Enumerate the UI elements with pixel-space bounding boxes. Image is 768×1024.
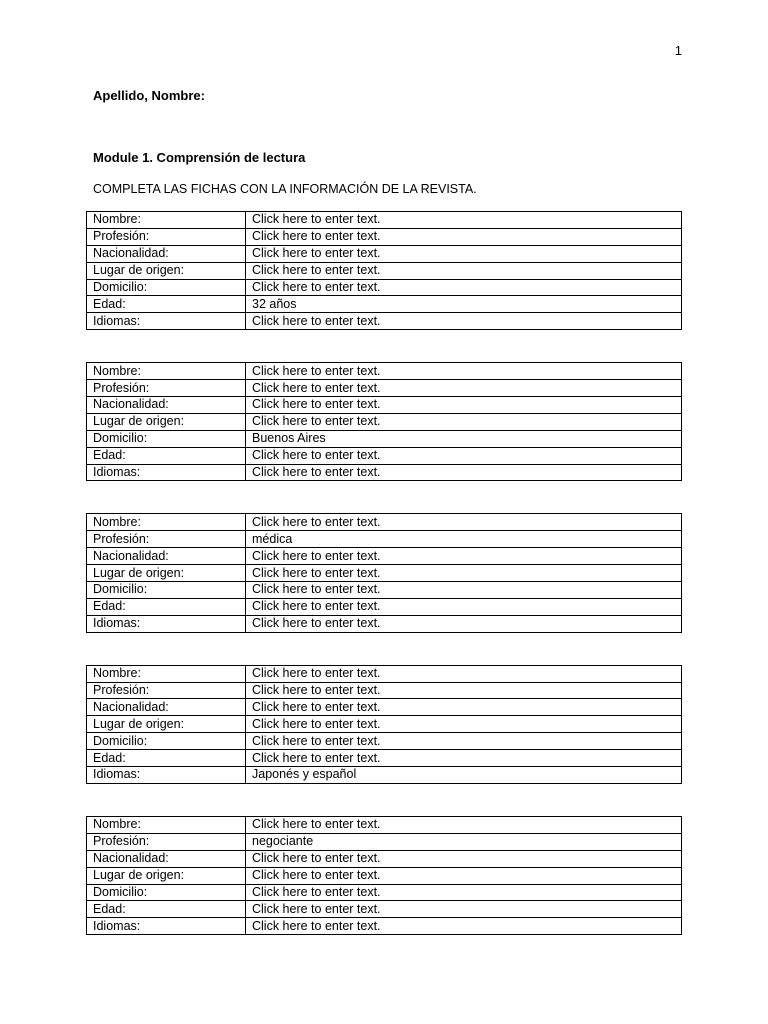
student-name-label: Apellido, Nombre: [93,88,205,103]
table-row [87,850,682,867]
table-row [87,514,682,531]
table-row [87,245,682,262]
field-label: Lugar de origen: [87,262,246,279]
field-label: Idiomas: [87,464,246,481]
field-value-input[interactable]: Click here to enter text. [246,413,682,430]
field-value-input[interactable]: Click here to enter text. [246,565,682,582]
field-label: Edad: [87,750,246,767]
table-row [87,901,682,918]
field-label: Domicilio: [87,733,246,750]
field-label: Domicilio: [87,279,246,296]
ficha-table [86,211,682,330]
field-value-input[interactable]: Click here to enter text. [246,262,682,279]
field-value-input[interactable]: Click here to enter text. [246,733,682,750]
field-value-input[interactable]: Click here to enter text. [246,850,682,867]
table-row [87,682,682,699]
table-row [87,397,682,414]
field-label: Idiomas: [87,767,246,784]
table-row [87,548,682,565]
field-label: Nombre: [87,665,246,682]
ficha-table [86,816,682,935]
table-row [87,212,682,229]
field-label: Nacionalidad: [87,245,246,262]
field-label: Nombre: [87,212,246,229]
field-value-input[interactable]: Buenos Aires [246,430,682,447]
table-row [87,279,682,296]
field-label: Nombre: [87,816,246,833]
field-label: Profesión: [87,380,246,397]
table-row [87,884,682,901]
field-label: Profesión: [87,833,246,850]
field-label: Domicilio: [87,430,246,447]
table-row [87,430,682,447]
table-row [87,716,682,733]
field-label: Edad: [87,447,246,464]
field-value-input[interactable]: Click here to enter text. [246,279,682,296]
field-value-input[interactable]: Click here to enter text. [246,313,682,330]
table-row [87,867,682,884]
table-row [87,615,682,632]
table-row [87,413,682,430]
field-label: Edad: [87,296,246,313]
table-row [87,750,682,767]
field-value-input[interactable]: Click here to enter text. [246,245,682,262]
field-value-input[interactable]: Click here to enter text. [246,228,682,245]
field-label: Profesión: [87,531,246,548]
table-row [87,363,682,380]
table-row [87,531,682,548]
field-value-input[interactable]: Click here to enter text. [246,598,682,615]
ficha-table [86,513,682,632]
field-value-input[interactable]: Click here to enter text. [246,397,682,414]
field-label: Profesión: [87,682,246,699]
field-value-input[interactable]: Click here to enter text. [246,699,682,716]
field-value-input[interactable]: médica [246,531,682,548]
ficha-table [86,362,682,481]
field-value-input[interactable]: Click here to enter text. [246,363,682,380]
field-value-input[interactable]: Click here to enter text. [246,447,682,464]
field-label: Lugar de origen: [87,565,246,582]
field-value-input[interactable]: 32 años [246,296,682,313]
table-row [87,296,682,313]
field-value-input[interactable]: Click here to enter text. [246,816,682,833]
module-title: Module 1. Comprensión de lectura [93,150,306,165]
table-row [87,447,682,464]
field-label: Edad: [87,598,246,615]
table-row [87,918,682,935]
field-label: Edad: [87,901,246,918]
field-label: Nacionalidad: [87,397,246,414]
table-row [87,228,682,245]
field-value-input[interactable]: Japonés y español [246,767,682,784]
field-value-input[interactable]: Click here to enter text. [246,548,682,565]
table-row [87,565,682,582]
field-label: Lugar de origen: [87,867,246,884]
field-value-input[interactable]: Click here to enter text. [246,901,682,918]
fichas-container [86,211,682,935]
field-label: Nombre: [87,363,246,380]
table-row [87,582,682,599]
field-value-input[interactable]: negociante [246,833,682,850]
instruction-text: COMPLETA LAS FICHAS CON LA INFORMACIÓN DE LA REVISTA. [93,182,477,196]
field-value-input[interactable]: Click here to enter text. [246,615,682,632]
field-value-input[interactable]: Click here to enter text. [246,464,682,481]
field-value-input[interactable]: Click here to enter text. [246,884,682,901]
field-value-input[interactable]: Click here to enter text. [246,867,682,884]
field-value-input[interactable]: Click here to enter text. [246,380,682,397]
field-label: Profesión: [87,228,246,245]
ficha-table [86,665,682,784]
table-row [87,833,682,850]
table-row [87,464,682,481]
table-row [87,733,682,750]
field-label: Nacionalidad: [87,850,246,867]
table-row [87,699,682,716]
field-value-input[interactable]: Click here to enter text. [246,582,682,599]
field-label: Nombre: [87,514,246,531]
page-number: 1 [674,43,682,58]
field-label: Idiomas: [87,313,246,330]
field-label: Lugar de origen: [87,413,246,430]
table-row [87,313,682,330]
table-row [87,665,682,682]
field-label: Idiomas: [87,918,246,935]
field-label: Domicilio: [87,582,246,599]
field-value-input[interactable]: Click here to enter text. [246,716,682,733]
field-label: Nacionalidad: [87,699,246,716]
field-value-input[interactable]: Click here to enter text. [246,918,682,935]
table-row [87,262,682,279]
field-label: Idiomas: [87,615,246,632]
table-row [87,816,682,833]
field-value-input[interactable]: Click here to enter text. [246,514,682,531]
field-value-input[interactable]: Click here to enter text. [246,682,682,699]
table-row [87,767,682,784]
field-label: Nacionalidad: [87,548,246,565]
field-value-input[interactable]: Click here to enter text. [246,212,682,229]
table-row [87,380,682,397]
field-label: Domicilio: [87,884,246,901]
field-value-input[interactable]: Click here to enter text. [246,750,682,767]
field-value-input[interactable]: Click here to enter text. [246,665,682,682]
field-label: Lugar de origen: [87,716,246,733]
table-row [87,598,682,615]
